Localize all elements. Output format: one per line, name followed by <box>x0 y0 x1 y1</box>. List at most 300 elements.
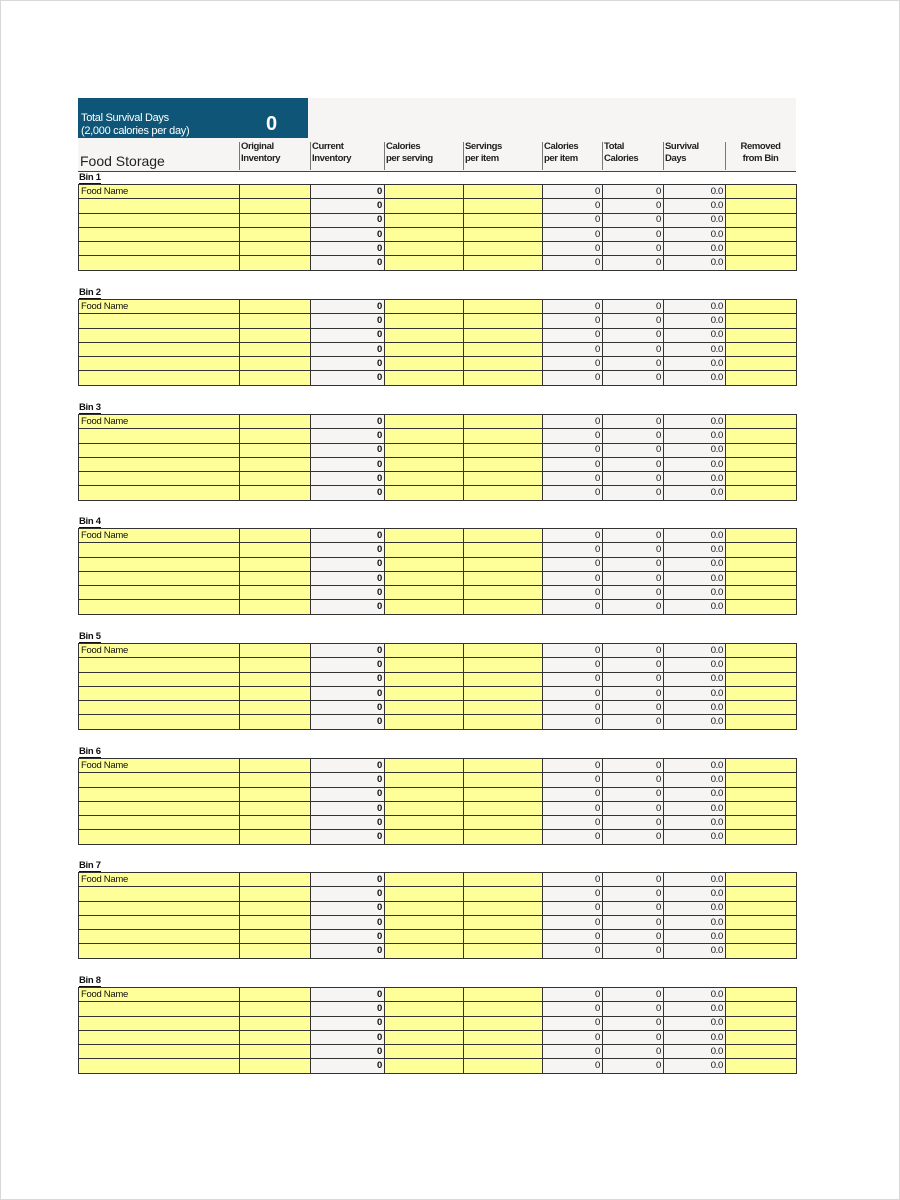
original-inventory-cell[interactable] <box>240 887 311 901</box>
current-inventory-cell: 0 <box>311 586 385 600</box>
total-calories-cell: 0 <box>603 314 664 328</box>
calories-per-serving-cell[interactable] <box>385 486 464 500</box>
removed-from-bin-cell[interactable] <box>726 1045 797 1059</box>
calories-per-serving-cell[interactable] <box>385 658 464 672</box>
calories-per-serving-cell[interactable] <box>385 185 464 199</box>
food-name-cell[interactable] <box>79 715 240 729</box>
removed-from-bin-cell[interactable] <box>726 816 797 830</box>
servings-per-item-cell[interactable] <box>464 1002 543 1016</box>
original-inventory-cell[interactable] <box>240 787 311 801</box>
survival-days-cell: 0.0 <box>664 457 726 471</box>
food-name-cell[interactable] <box>79 213 240 227</box>
calories-per-serving-cell[interactable] <box>385 227 464 241</box>
original-inventory-cell[interactable] <box>240 773 311 787</box>
table-row <box>79 415 797 429</box>
removed-from-bin-cell[interactable] <box>726 256 797 270</box>
original-inventory-cell[interactable] <box>240 256 311 270</box>
servings-per-item-cell[interactable] <box>464 887 543 901</box>
servings-per-item-cell[interactable] <box>464 213 543 227</box>
table-row <box>79 199 797 213</box>
original-inventory-cell[interactable] <box>240 328 311 342</box>
calories-per-item-cell: 0 <box>543 199 603 213</box>
original-inventory-cell[interactable] <box>240 644 311 658</box>
current-inventory-cell: 0 <box>311 543 385 557</box>
servings-per-item-cell[interactable] <box>464 342 543 356</box>
calories-per-serving-cell[interactable] <box>385 801 464 815</box>
total-calories-cell: 0 <box>603 472 664 486</box>
food-name-cell[interactable] <box>79 1016 240 1030</box>
table-row <box>79 457 797 471</box>
original-inventory-cell[interactable] <box>240 571 311 585</box>
original-inventory-cell[interactable] <box>240 701 311 715</box>
original-inventory-cell[interactable] <box>240 1030 311 1044</box>
original-inventory-cell[interactable] <box>240 457 311 471</box>
calories-per-serving-cell[interactable] <box>385 873 464 887</box>
survival-days-cell: 0.0 <box>664 873 726 887</box>
food-name-cell[interactable]: Food Name <box>79 988 240 1002</box>
original-inventory-cell[interactable] <box>240 988 311 1002</box>
total-calories-cell: 0 <box>603 672 664 686</box>
food-name-cell[interactable] <box>79 1045 240 1059</box>
calories-per-item-cell: 0 <box>543 686 603 700</box>
removed-from-bin-cell[interactable] <box>726 328 797 342</box>
servings-per-item-cell[interactable] <box>464 830 543 844</box>
calories-per-serving-cell[interactable] <box>385 1045 464 1059</box>
servings-per-item-cell[interactable] <box>464 701 543 715</box>
calories-per-serving-cell[interactable] <box>385 988 464 1002</box>
food-name-cell[interactable]: Food Name <box>79 415 240 429</box>
calories-per-serving-cell[interactable] <box>385 256 464 270</box>
food-name-cell[interactable] <box>79 586 240 600</box>
calories-per-serving-cell[interactable] <box>385 887 464 901</box>
servings-per-item-cell[interactable] <box>464 443 543 457</box>
removed-from-bin-cell[interactable] <box>726 644 797 658</box>
servings-per-item-cell[interactable] <box>464 586 543 600</box>
current-inventory-cell: 0 <box>311 256 385 270</box>
food-name-cell[interactable]: Food Name <box>79 529 240 543</box>
original-inventory-cell[interactable] <box>240 1045 311 1059</box>
original-inventory-cell[interactable] <box>240 543 311 557</box>
food-name-cell[interactable] <box>79 457 240 471</box>
servings-per-item-cell[interactable] <box>464 672 543 686</box>
servings-per-item-cell[interactable] <box>464 686 543 700</box>
table-row <box>79 658 797 672</box>
original-inventory-cell[interactable] <box>240 213 311 227</box>
servings-per-item-cell[interactable] <box>464 185 543 199</box>
removed-from-bin-cell[interactable] <box>726 342 797 356</box>
removed-from-bin-cell[interactable] <box>726 543 797 557</box>
food-name-cell[interactable] <box>79 199 240 213</box>
servings-per-item-cell[interactable] <box>464 300 543 314</box>
food-name-cell[interactable] <box>79 1059 240 1073</box>
food-name-cell[interactable] <box>79 571 240 585</box>
table-row <box>79 557 797 571</box>
original-inventory-cell[interactable] <box>240 342 311 356</box>
servings-per-item-cell[interactable] <box>464 901 543 915</box>
calories-per-serving-cell[interactable] <box>385 1059 464 1073</box>
servings-per-item-cell[interactable] <box>464 801 543 815</box>
bin-table <box>78 184 797 271</box>
original-inventory-cell[interactable] <box>240 300 311 314</box>
food-name-cell[interactable]: Food Name <box>79 873 240 887</box>
food-name-cell[interactable] <box>79 1030 240 1044</box>
original-inventory-cell[interactable] <box>240 801 311 815</box>
removed-from-bin-cell[interactable] <box>726 944 797 958</box>
servings-per-item-cell[interactable] <box>464 543 543 557</box>
original-inventory-cell[interactable] <box>240 1059 311 1073</box>
servings-per-item-cell[interactable] <box>464 915 543 929</box>
food-name-cell[interactable] <box>79 830 240 844</box>
removed-from-bin-cell[interactable] <box>726 529 797 543</box>
survival-days-cell: 0.0 <box>664 801 726 815</box>
food-name-cell[interactable] <box>79 816 240 830</box>
food-name-cell[interactable] <box>79 801 240 815</box>
removed-from-bin-cell[interactable] <box>726 472 797 486</box>
total-calories-cell: 0 <box>603 328 664 342</box>
calories-per-serving-cell[interactable] <box>385 443 464 457</box>
calories-per-item-cell: 0 <box>543 901 603 915</box>
removed-from-bin-cell[interactable] <box>726 213 797 227</box>
food-name-cell[interactable]: Food Name <box>79 185 240 199</box>
food-name-cell[interactable] <box>79 314 240 328</box>
column-header-calories-per-serving: Calories per serving <box>384 141 463 171</box>
calories-per-serving-cell[interactable] <box>385 715 464 729</box>
calories-per-serving-cell[interactable] <box>385 199 464 213</box>
original-inventory-cell[interactable] <box>240 443 311 457</box>
servings-per-item-cell[interactable] <box>464 773 543 787</box>
calories-per-serving-cell[interactable] <box>385 901 464 915</box>
removed-from-bin-cell[interactable] <box>726 242 797 256</box>
servings-per-item-cell[interactable] <box>464 472 543 486</box>
calories-per-item-cell: 0 <box>543 242 603 256</box>
food-name-cell[interactable] <box>79 227 240 241</box>
removed-from-bin-cell[interactable] <box>726 701 797 715</box>
servings-per-item-cell[interactable] <box>464 457 543 471</box>
original-inventory-cell[interactable] <box>240 944 311 958</box>
original-inventory-cell[interactable] <box>240 759 311 773</box>
food-name-cell[interactable] <box>79 429 240 443</box>
original-inventory-cell[interactable] <box>240 486 311 500</box>
servings-per-item-cell[interactable] <box>464 314 543 328</box>
food-name-cell[interactable] <box>79 472 240 486</box>
calories-per-serving-cell[interactable] <box>385 701 464 715</box>
table-row <box>79 185 797 199</box>
food-name-cell[interactable] <box>79 328 240 342</box>
calories-per-serving-cell[interactable] <box>385 1016 464 1030</box>
calories-per-serving-cell[interactable] <box>385 672 464 686</box>
total-calories-cell: 0 <box>603 429 664 443</box>
removed-from-bin-cell[interactable] <box>726 801 797 815</box>
calories-per-item-cell: 0 <box>543 586 603 600</box>
removed-from-bin-cell[interactable] <box>726 571 797 585</box>
servings-per-item-cell[interactable] <box>464 930 543 944</box>
calories-per-item-cell: 0 <box>543 1002 603 1016</box>
calories-per-item-cell: 0 <box>543 1030 603 1044</box>
removed-from-bin-cell[interactable] <box>726 199 797 213</box>
removed-from-bin-cell[interactable] <box>726 773 797 787</box>
original-inventory-cell[interactable] <box>240 429 311 443</box>
servings-per-item-cell[interactable] <box>464 759 543 773</box>
removed-from-bin-cell[interactable] <box>726 759 797 773</box>
removed-from-bin-cell[interactable] <box>726 1030 797 1044</box>
original-inventory-cell[interactable] <box>240 357 311 371</box>
servings-per-item-cell[interactable] <box>464 199 543 213</box>
original-inventory-cell[interactable] <box>240 529 311 543</box>
servings-per-item-cell[interactable] <box>464 644 543 658</box>
survival-days-cell: 0.0 <box>664 1016 726 1030</box>
servings-per-item-cell[interactable] <box>464 227 543 241</box>
food-name-cell[interactable] <box>79 930 240 944</box>
removed-from-bin-cell[interactable] <box>726 901 797 915</box>
removed-from-bin-cell[interactable] <box>726 787 797 801</box>
calories-per-serving-cell[interactable] <box>385 543 464 557</box>
removed-from-bin-cell[interactable] <box>726 915 797 929</box>
removed-from-bin-cell[interactable] <box>726 415 797 429</box>
table-row <box>79 213 797 227</box>
servings-per-item-cell[interactable] <box>464 529 543 543</box>
calories-per-serving-cell[interactable] <box>385 472 464 486</box>
calories-per-serving-cell[interactable] <box>385 816 464 830</box>
calories-per-serving-cell[interactable] <box>385 213 464 227</box>
original-inventory-cell[interactable] <box>240 930 311 944</box>
calories-per-item-cell: 0 <box>543 443 603 457</box>
bin-table <box>78 528 797 615</box>
servings-per-item-cell[interactable] <box>464 371 543 385</box>
calories-per-serving-cell[interactable] <box>385 586 464 600</box>
calories-per-serving-cell[interactable] <box>385 915 464 929</box>
current-inventory-cell: 0 <box>311 185 385 199</box>
survival-days-cell: 0.0 <box>664 773 726 787</box>
removed-from-bin-cell[interactable] <box>726 686 797 700</box>
original-inventory-cell[interactable] <box>240 185 311 199</box>
current-inventory-cell: 0 <box>311 529 385 543</box>
table-row <box>79 242 797 256</box>
calories-per-serving-cell[interactable] <box>385 1030 464 1044</box>
calories-per-serving-cell[interactable] <box>385 314 464 328</box>
food-name-cell[interactable] <box>79 686 240 700</box>
servings-per-item-cell[interactable] <box>464 429 543 443</box>
table-row <box>79 328 797 342</box>
calories-per-serving-cell[interactable] <box>385 429 464 443</box>
original-inventory-cell[interactable] <box>240 199 311 213</box>
removed-from-bin-cell[interactable] <box>726 357 797 371</box>
calories-per-serving-cell[interactable] <box>385 930 464 944</box>
calories-per-serving-cell[interactable] <box>385 371 464 385</box>
survival-days-cell: 0.0 <box>664 529 726 543</box>
calories-per-serving-cell[interactable] <box>385 773 464 787</box>
original-inventory-cell[interactable] <box>240 242 311 256</box>
servings-per-item-cell[interactable] <box>464 415 543 429</box>
removed-from-bin-cell[interactable] <box>726 1016 797 1030</box>
servings-per-item-cell[interactable] <box>464 600 543 614</box>
total-calories-cell: 0 <box>603 658 664 672</box>
food-name-cell[interactable] <box>79 901 240 915</box>
servings-per-item-cell[interactable] <box>464 816 543 830</box>
food-name-cell[interactable]: Food Name <box>79 644 240 658</box>
servings-per-item-cell[interactable] <box>464 1030 543 1044</box>
food-name-cell[interactable] <box>79 915 240 929</box>
table-row <box>79 830 797 844</box>
original-inventory-cell[interactable] <box>240 557 311 571</box>
food-name-cell[interactable]: Food Name <box>79 300 240 314</box>
total-calories-cell: 0 <box>603 213 664 227</box>
calories-per-serving-cell[interactable] <box>385 529 464 543</box>
original-inventory-cell[interactable] <box>240 415 311 429</box>
servings-per-item-cell[interactable] <box>464 787 543 801</box>
servings-per-item-cell[interactable] <box>464 557 543 571</box>
calories-per-serving-cell[interactable] <box>385 415 464 429</box>
food-name-cell[interactable] <box>79 887 240 901</box>
servings-per-item-cell[interactable] <box>464 1059 543 1073</box>
removed-from-bin-cell[interactable] <box>726 988 797 1002</box>
calories-per-serving-cell[interactable] <box>385 342 464 356</box>
servings-per-item-cell[interactable] <box>464 873 543 887</box>
removed-from-bin-cell[interactable] <box>726 1059 797 1073</box>
servings-per-item-cell[interactable] <box>464 328 543 342</box>
table-row <box>79 571 797 585</box>
food-name-cell[interactable] <box>79 371 240 385</box>
calories-per-serving-cell[interactable] <box>385 759 464 773</box>
removed-from-bin-cell[interactable] <box>726 557 797 571</box>
removed-from-bin-cell[interactable] <box>726 830 797 844</box>
food-name-cell[interactable] <box>79 658 240 672</box>
servings-per-item-cell[interactable] <box>464 571 543 585</box>
current-inventory-cell: 0 <box>311 1045 385 1059</box>
survival-days-cell: 0.0 <box>664 357 726 371</box>
food-name-cell[interactable] <box>79 242 240 256</box>
removed-from-bin-cell[interactable] <box>726 715 797 729</box>
removed-from-bin-cell[interactable] <box>726 443 797 457</box>
total-calories-cell: 0 <box>603 801 664 815</box>
calories-per-serving-cell[interactable] <box>385 300 464 314</box>
original-inventory-cell[interactable] <box>240 600 311 614</box>
removed-from-bin-cell[interactable] <box>726 300 797 314</box>
original-inventory-cell[interactable] <box>240 1002 311 1016</box>
food-name-cell[interactable] <box>79 787 240 801</box>
servings-per-item-cell[interactable] <box>464 486 543 500</box>
calories-per-item-cell: 0 <box>543 787 603 801</box>
food-name-cell[interactable] <box>79 672 240 686</box>
food-name-cell[interactable] <box>79 486 240 500</box>
original-inventory-cell[interactable] <box>240 1016 311 1030</box>
original-inventory-cell[interactable] <box>240 586 311 600</box>
original-inventory-cell[interactable] <box>240 873 311 887</box>
current-inventory-cell: 0 <box>311 988 385 1002</box>
removed-from-bin-cell[interactable] <box>726 658 797 672</box>
current-inventory-cell: 0 <box>311 472 385 486</box>
food-name-cell[interactable] <box>79 1002 240 1016</box>
original-inventory-cell[interactable] <box>240 371 311 385</box>
calories-per-serving-cell[interactable] <box>385 830 464 844</box>
current-inventory-cell: 0 <box>311 457 385 471</box>
current-inventory-cell: 0 <box>311 1030 385 1044</box>
original-inventory-cell[interactable] <box>240 830 311 844</box>
bin-table <box>78 872 797 959</box>
calories-per-serving-cell[interactable] <box>385 600 464 614</box>
bin-label: Bin 3 <box>79 402 101 413</box>
removed-from-bin-cell[interactable] <box>726 1002 797 1016</box>
food-name-cell[interactable] <box>79 701 240 715</box>
removed-from-bin-cell[interactable] <box>726 873 797 887</box>
servings-per-item-cell[interactable] <box>464 988 543 1002</box>
food-name-cell[interactable] <box>79 557 240 571</box>
food-name-cell[interactable] <box>79 600 240 614</box>
original-inventory-cell[interactable] <box>240 472 311 486</box>
removed-from-bin-cell[interactable] <box>726 227 797 241</box>
food-name-cell[interactable] <box>79 543 240 557</box>
original-inventory-cell[interactable] <box>240 715 311 729</box>
servings-per-item-cell[interactable] <box>464 658 543 672</box>
removed-from-bin-cell[interactable] <box>726 429 797 443</box>
calories-per-serving-cell[interactable] <box>385 944 464 958</box>
servings-per-item-cell[interactable] <box>464 715 543 729</box>
food-name-cell[interactable] <box>79 357 240 371</box>
servings-per-item-cell[interactable] <box>464 1045 543 1059</box>
total-calories-cell: 0 <box>603 185 664 199</box>
removed-from-bin-cell[interactable] <box>726 486 797 500</box>
calories-per-item-cell: 0 <box>543 1016 603 1030</box>
servings-per-item-cell[interactable] <box>464 242 543 256</box>
survival-days-cell: 0.0 <box>664 1059 726 1073</box>
servings-per-item-cell[interactable] <box>464 357 543 371</box>
removed-from-bin-cell[interactable] <box>726 586 797 600</box>
removed-from-bin-cell[interactable] <box>726 600 797 614</box>
original-inventory-cell[interactable] <box>240 901 311 915</box>
food-name-cell[interactable] <box>79 944 240 958</box>
servings-per-item-cell[interactable] <box>464 1016 543 1030</box>
removed-from-bin-cell[interactable] <box>726 887 797 901</box>
calories-per-serving-cell[interactable] <box>385 457 464 471</box>
calories-per-serving-cell[interactable] <box>385 242 464 256</box>
removed-from-bin-cell[interactable] <box>726 930 797 944</box>
food-name-cell[interactable] <box>79 342 240 356</box>
total-calories-cell: 0 <box>603 1059 664 1073</box>
calories-per-item-cell: 0 <box>543 1059 603 1073</box>
survival-days-cell: 0.0 <box>664 672 726 686</box>
original-inventory-cell[interactable] <box>240 686 311 700</box>
removed-from-bin-cell[interactable] <box>726 185 797 199</box>
calories-per-serving-cell[interactable] <box>385 357 464 371</box>
food-name-cell[interactable] <box>79 443 240 457</box>
servings-per-item-cell[interactable] <box>464 944 543 958</box>
calories-per-serving-cell[interactable] <box>385 328 464 342</box>
calories-per-serving-cell[interactable] <box>385 557 464 571</box>
calories-per-serving-cell[interactable] <box>385 1002 464 1016</box>
removed-from-bin-cell[interactable] <box>726 371 797 385</box>
calories-per-serving-cell[interactable] <box>385 787 464 801</box>
original-inventory-cell[interactable] <box>240 672 311 686</box>
calories-per-serving-cell[interactable] <box>385 571 464 585</box>
calories-per-serving-cell[interactable] <box>385 644 464 658</box>
bin-table <box>78 299 797 386</box>
removed-from-bin-cell[interactable] <box>726 672 797 686</box>
removed-from-bin-cell[interactable] <box>726 314 797 328</box>
original-inventory-cell[interactable] <box>240 658 311 672</box>
calories-per-serving-cell[interactable] <box>385 686 464 700</box>
total-calories-cell: 0 <box>603 600 664 614</box>
food-name-cell[interactable]: Food Name <box>79 759 240 773</box>
original-inventory-cell[interactable] <box>240 314 311 328</box>
current-inventory-cell: 0 <box>311 443 385 457</box>
table-row <box>79 486 797 500</box>
food-name-cell[interactable] <box>79 773 240 787</box>
original-inventory-cell[interactable] <box>240 227 311 241</box>
original-inventory-cell[interactable] <box>240 816 311 830</box>
food-name-cell[interactable] <box>79 256 240 270</box>
removed-from-bin-cell[interactable] <box>726 457 797 471</box>
servings-per-item-cell[interactable] <box>464 256 543 270</box>
original-inventory-cell[interactable] <box>240 915 311 929</box>
